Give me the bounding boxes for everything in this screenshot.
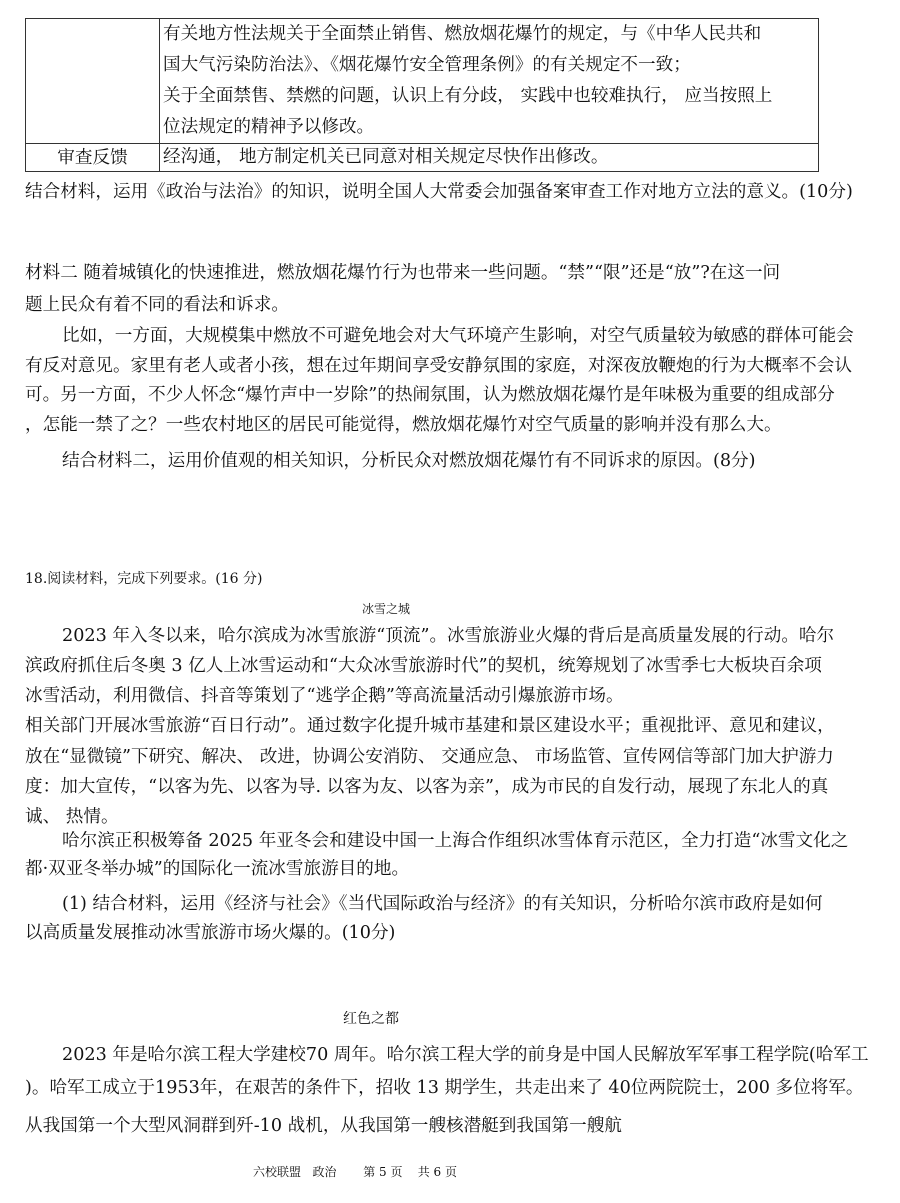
section2-line: )。哈军工成立于1953年，在艰苦的条件下，招收 13 期学生，共走出来了 40位两院院士，200 多位将军。 — [25, 1078, 864, 1098]
material-2-line: ，怎能一禁了之？一些农村地区的居民可能觉得，燃放烟花爆竹对空气质量的影响并没有那么大。 — [25, 415, 782, 435]
feedback-cell — [160, 144, 819, 172]
material-2-line: 比如，一方面，大规模集中燃放不可避免地会对大气环境产生影响，对空气质量较为敏感的群体可能会 — [62, 326, 854, 346]
section1-line: 诚、 热情。 — [25, 807, 119, 827]
section-title: 红色之都 — [343, 1011, 399, 1027]
section-title: 冰雪之城 — [362, 602, 411, 616]
section1-line: 度：加大宣传，“以客为先、以客为导. 以客为友、以客为亲”，成为市民的自发行动，展现了东北人的真 — [25, 777, 829, 797]
review-content-cell — [160, 19, 819, 144]
review-line: 有关地方性法规关于全面禁止销售、燃放烟花爆竹的规定，与《中华人民共和 — [163, 24, 762, 44]
feedback-text: 经沟通， 地方制定机关已同意对相关规定尽快作出修改。 — [163, 147, 609, 167]
review-line: 位法规定的精神予以修改。 — [163, 117, 375, 137]
material-2-line: 材料二 随着城镇化的快速推进，燃放烟花爆竹行为也带来一些问题。“禁”“限”还是“放”?在这一问 — [25, 263, 781, 283]
sub-question-1: (1) 结合材料，运用《经济与社会》《当代国际政治与经济》的有关知识，分析哈尔滨市政府是如何 — [62, 894, 823, 914]
section1-line: 冰雪活动，利用微信、抖音等策划了“逃学企鹅”等高流量活动引爆旅游市场。 — [25, 686, 624, 706]
section2-line: 2023 年是哈尔滨工程大学建校70 周年。哈尔滨工程大学的前身是中国人民解放军军事工程学院(哈军工 — [62, 1045, 869, 1065]
review-line: 国大气污染防治法》、《烟花爆竹安全管理条例》的有关规定不一致； — [163, 55, 691, 75]
material-2-line: 题上民众有着不同的看法和诉求。 — [25, 295, 289, 315]
section2-line: 从我国第一个大型风洞群到歼-10 战机，从我国第一艘核潜艇到我国第一艘航 — [25, 1116, 622, 1136]
material-2-line: 可。另一方面，不少人怀念“爆竹声中一岁除”的热闹氛围，认为燃放烟花爆竹是年味极为重要的组成部分 — [25, 385, 835, 405]
section1-line: 滨政府抓住后冬奥 3 亿人上冰雪运动和“大众冰雪旅游时代”的契机，统筹规划了冰雪季七大板块百余项 — [25, 656, 822, 676]
table-label-cell — [26, 19, 160, 144]
material-2-question: 结合材料二，运用价值观的相关知识，分析民众对燃放烟花爆竹有不同诉求的原因。(8分) — [62, 451, 756, 471]
footer-subject: 政治 — [312, 1165, 337, 1179]
question-17-1: 结合材料，运用《政治与法治》的知识，说明全国人大常委会加强备案审查工作对地方立法的意义。(10分) — [25, 182, 853, 202]
footer-exam: 六校联盟 — [253, 1165, 302, 1179]
section1-line: 哈尔滨正积极筹备 2025 年亚冬会和建设中国一上海合作组织冰雪体育示范区，全力打造“冰雪文化之 — [62, 831, 849, 851]
section1-line: 都·双亚冬举办城”的国际化一流冰雪旅游目的地。 — [25, 859, 410, 879]
section1-line: 放在“显微镜”下研究、解决、 改进，协调公安消防、 交通应急、 市场监管、宣传网信等部门加大护游力 — [25, 747, 834, 767]
feedback-label: 审查反馈 — [26, 144, 160, 172]
table-row — [26, 19, 819, 144]
footer-page: 第 5 页 — [363, 1165, 403, 1179]
review-line: 关于全面禁售、禁燃的问题，认识上有分歧， 实践中也较难执行， 应当按照上 — [163, 86, 773, 106]
section1-line: 2023 年入冬以来，哈尔滨成为冰雪旅游“顶流”。冰雪旅游业火爆的背后是高质量发展的行动。哈尔 — [62, 626, 835, 646]
section1-line: 相关部门开展冰雪旅游“百日行动”。通过数字化提升城市基建和景区建设水平；重视批评、意见和建议， — [25, 716, 835, 736]
material-2-line: 有反对意见。家里有老人或者小孩，想在过年期间享受安静氛围的家庭，对深夜放鞭炮的行为大概率不会认 — [25, 356, 852, 376]
footer — [253, 1164, 457, 1180]
footer-total: 共 6 页 — [417, 1165, 457, 1179]
review-table — [25, 18, 819, 172]
question-18-heading: 18.阅读材料，完成下列要求。(16 分) — [25, 571, 263, 587]
sub-question-1: 以高质量发展推动冰雪旅游市场火爆的。(10分) — [25, 923, 396, 943]
table-row — [26, 144, 819, 172]
